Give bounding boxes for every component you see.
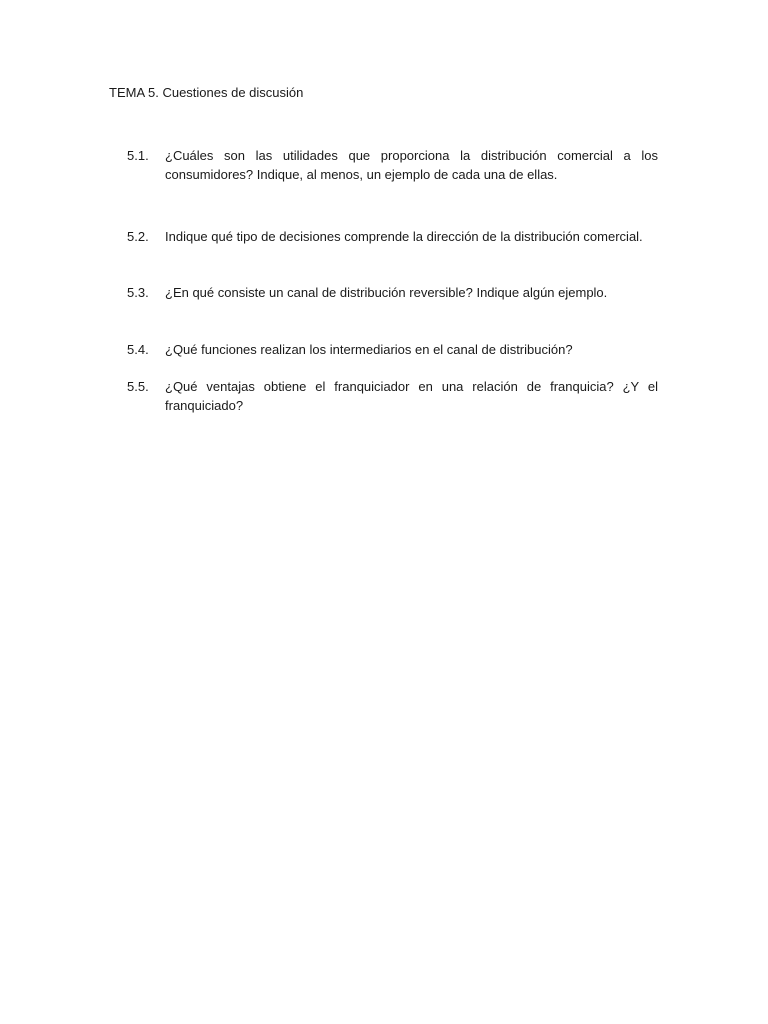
question-number: 5.1. (127, 148, 149, 163)
document-title: TEMA 5. Cuestiones de discusión (109, 85, 304, 100)
question-item (127, 340, 658, 359)
question-item (127, 146, 658, 184)
question-number: 5.4. (127, 342, 149, 357)
question-item (127, 377, 658, 415)
question-item (127, 283, 658, 302)
question-number: 5.2. (127, 229, 149, 244)
question-text: ¿Qué ventajas obtiene el franquiciador en una relación de franquicia? ¿Y el franquiciado? (165, 379, 658, 413)
question-number: 5.3. (127, 285, 149, 300)
question-text: ¿Qué funciones realizan los intermediarios en el canal de distribución? (165, 342, 573, 357)
question-number: 5.5. (127, 379, 149, 394)
question-text: ¿En qué consiste un canal de distribución reversible? Indique algún ejemplo. (165, 285, 608, 300)
question-text: Indique qué tipo de decisiones comprende la dirección de la distribución comercial. (165, 229, 643, 244)
question-text: ¿Cuáles son las utilidades que proporciona la distribución comercial a los consumidores? Indique, al menos, un ejemplo de cada una de ellas. (165, 148, 658, 182)
question-item (127, 227, 658, 246)
